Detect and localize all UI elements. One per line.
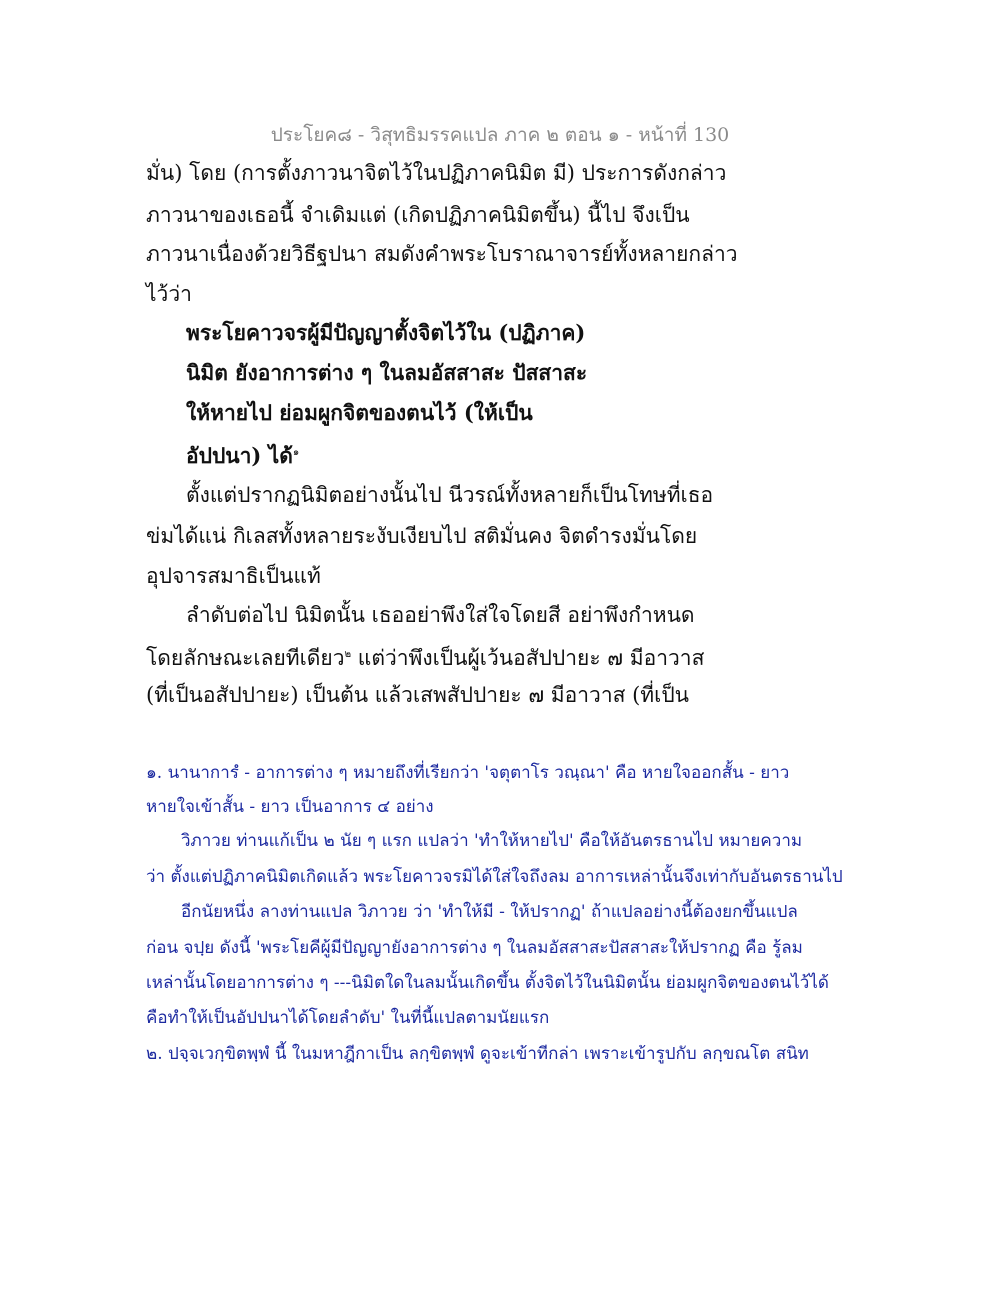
text-line: ภาวนาเนื่องด้วยวิธีฐปนา สมดังคำพระโบราณาจารย์ทั้งหลายกล่าว (146, 242, 738, 266)
footnote-line: ๑. นานาการํ - อาการต่าง ๆ หมายถึงที่เรียกว่า 'จตุตาโร วณฺณา' คือ หายใจออกสั้น - ยาว (146, 763, 790, 783)
footnote-line: อีกนัยหนึ่ง ลางท่านแปล วิภาวย ว่า 'ทำให้มี - ให้ปรากฏ' ถ้าแปลอย่างนี้ต้องยกขึ้นแปล (181, 902, 798, 922)
text-line: ภาวนาของเธอนี้ จำเดิมแต่ (เกิดปฏิภาคนิมิตขึ้น) นี้ไป จึงเป็น (146, 203, 690, 227)
verse-line: ให้หายไป ย่อมผูกจิตของตนไว้ (ให้เป็น (186, 400, 533, 425)
text-line: ลำดับต่อไป นิมิตนั้น เธออย่าพึงใส่ใจโดยสี อย่าพึงกำหนด (186, 603, 695, 627)
footnote-line: ๒. ปจฺจเวกฺขิตพฺพํ นี้ ในมหาฎีกาเป็น ลกฺขิตพฺพํ ดูจะเข้าทีกล่า เพราะเข้ารูปกับ ลกฺขณโต สนิท (146, 1044, 809, 1064)
text-line: อุปจารสมาธิเป็นแท้ (146, 564, 321, 588)
verse-line: พระโยคาวจรผู้มีปัญญาตั้งจิตไว้ใน (ปฏิภาค) (186, 320, 586, 345)
text-line (146, 640, 704, 673)
footnote-line: เหล่านั้นโดยอาการต่าง ๆ ---นิมิตใดในลมนั้นเกิดขึ้น ตั้งจิตไว้ในนิมิตนั้น ย่อมผูกจิตของตนไว้ได้ (146, 973, 829, 993)
verse-line: นิมิต ยังอาการต่าง ๆ ในลมอัสสาสะ ปัสสาสะ (186, 360, 588, 385)
footnote-line: คือทำให้เป็นอัปปนาได้โดยลำดับ' ในที่นี้แปลตามนัยแรก (146, 1008, 550, 1028)
text-line: ไว้ว่า (146, 282, 192, 306)
verse-line (186, 438, 299, 471)
text-line: (ที่เป็นอสัปปายะ) เป็นต้น แล้วเสพสัปปายะ ๗ มีอาวาส (ที่เป็น (146, 683, 690, 707)
text-segment: แต่ว่าพึงเป็นผู้เว้นอสัปปายะ ๗ มีอาวาส (351, 646, 705, 670)
text-line: ข่มได้แน่ กิเลสทั้งหลายระงับเงียบไป สติมั่นคง จิตดำรงมั่นโดย (146, 524, 698, 548)
page-header: ประโยค๘ - วิสุทธิมรรคแปล ภาค ๒ ตอน ๑ - หน้าที่ 130 (270, 124, 730, 146)
footnote-line: ก่อน จปฺย ดังนี้ 'พระโยคีผู้มีปัญญายังอาการต่าง ๆ ในลมอัสสาสะปัสสาสะให้ปรากฏ คือ รู้ลม (146, 938, 803, 958)
footnote-line: ว่า ตั้งแต่ปฏิภาคนิมิตเกิดแล้ว พระโยคาวจรมิได้ใส่ใจถึงลม อาการเหล่านั้นจึงเท่ากับอันตรธานไป (146, 867, 843, 887)
footnote-line: หายใจเข้าสั้น - ยาว เป็นอาการ ๔ อย่าง (146, 797, 434, 817)
text-segment: โดยลักษณะเลยทีเดียว (146, 646, 345, 670)
footnote-ref: ๒ (344, 649, 352, 660)
footnote-line: วิภาวย ท่านแก้เป็น ๒ นัย ๆ แรก แปลว่า 'ทำให้หายไป' คือให้อันตรธานไป หมายความ (181, 831, 803, 851)
text-line: มั่น) โดย (การตั้งภาวนาจิตไว้ในปฏิภาคนิมิต มี) ประการดังกล่าว (146, 161, 727, 185)
text-line: ตั้งแต่ปรากฏนิมิตอย่างนั้นไป นีวรณ์ทั้งหลายก็เป็นโทษที่เธอ (186, 483, 714, 507)
footnote-ref: ๑ (292, 447, 300, 458)
verse-line-text: อัปปนา) ได้ (186, 443, 293, 468)
